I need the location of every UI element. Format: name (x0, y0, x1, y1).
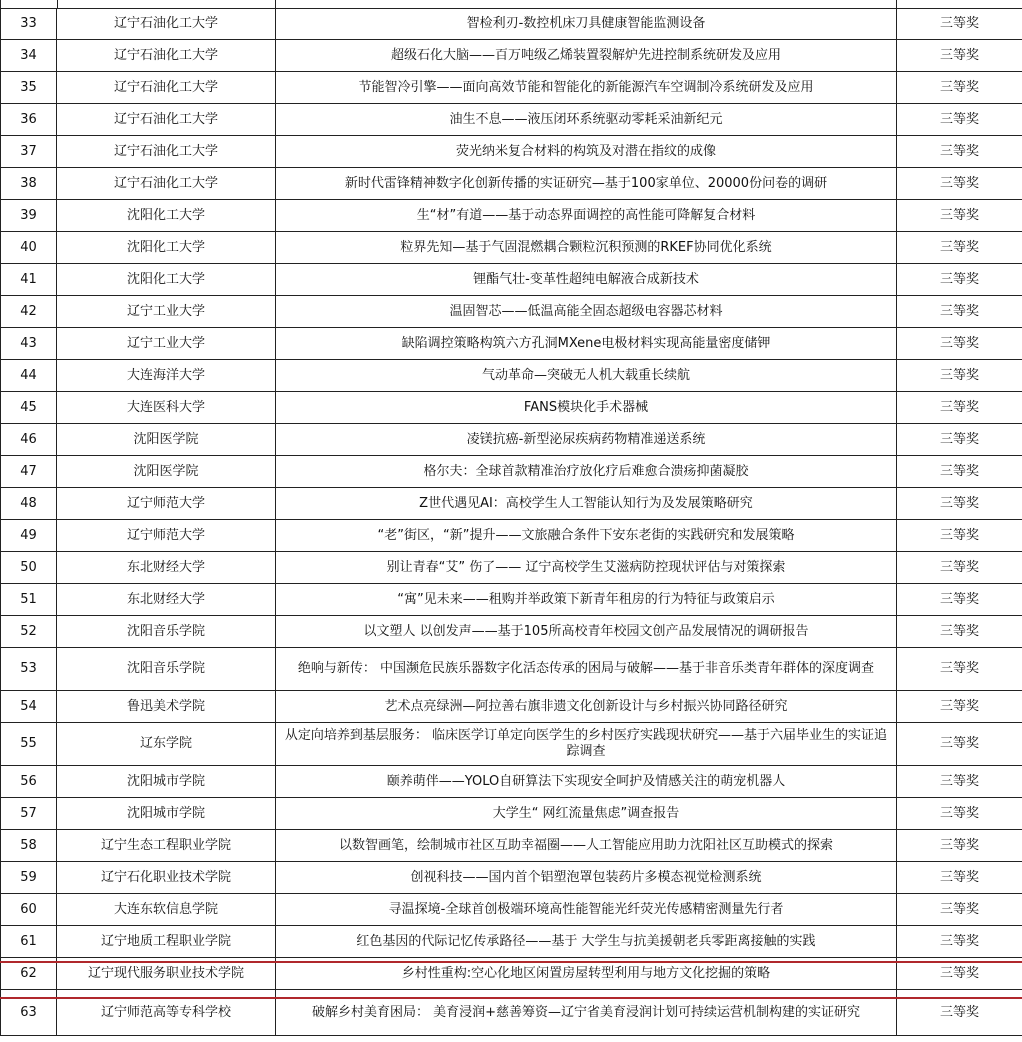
school-name: 辽宁石油化工大学 (57, 40, 276, 71)
row-number: 35 (0, 72, 57, 103)
award-level: 三等奖 (939, 399, 979, 415)
row-number: 61 (0, 926, 57, 957)
award-level: 三等奖 (939, 143, 979, 159)
table-row (0, 8, 1022, 40)
school-name: 辽宁工业大学 (57, 296, 276, 327)
award-level: 三等奖 (939, 933, 979, 949)
project-title: 寻温探境-全球首创极端环境高性能智能光纤荧光传感精密测量先行者 (276, 894, 897, 925)
row-number: 56 (0, 766, 57, 797)
row-number: 52 (0, 616, 57, 647)
project-title: 超级石化大脑——百万吨级乙烯装置裂解炉先进控制系统研发及应用 (276, 40, 897, 71)
school-name: 辽宁师范大学 (57, 520, 276, 551)
table-row (0, 264, 1022, 296)
table-row (0, 862, 1022, 894)
row-number: 37 (0, 136, 57, 167)
table-row (0, 328, 1022, 360)
table-row (0, 552, 1022, 584)
school-name: 辽宁石化职业技术学院 (57, 862, 276, 893)
school-name: 沈阳化工大学 (57, 200, 276, 231)
table-row (0, 648, 1022, 691)
table-row (0, 488, 1022, 520)
table-row (0, 520, 1022, 552)
award-level: 三等奖 (939, 965, 979, 981)
award-level: 三等奖 (939, 901, 979, 917)
project-title: 红色基因的代际记忆传承路径——基于 大学生与抗美援朝老兵零距离接触的实践 (276, 926, 897, 957)
award-level: 三等奖 (939, 271, 979, 287)
table-row (0, 40, 1022, 72)
school-name: 辽宁生态工程职业学院 (57, 830, 276, 861)
school-name: 沈阳医学院 (57, 424, 276, 455)
award-level: 三等奖 (939, 559, 979, 575)
school-name: 辽宁石油化工大学 (57, 104, 276, 135)
project-title: 生“材”有道——基于动态界面调控的高性能可降解复合材料 (276, 200, 897, 231)
table-row (0, 360, 1022, 392)
row-number: 45 (0, 392, 57, 423)
project-title: 以文塑人 以创发声——基于105所高校青年校园文创产品发展情况的调研报告 (276, 616, 897, 647)
row-number: 48 (0, 488, 57, 519)
award-level: 三等奖 (939, 527, 979, 543)
award-level: 三等奖 (939, 837, 979, 853)
award-level: 三等奖 (939, 367, 979, 383)
award-level: 三等奖 (939, 1004, 979, 1020)
row-number: 46 (0, 424, 57, 455)
school-name: 辽宁石油化工大学 (57, 136, 276, 167)
school-name: 辽宁工业大学 (57, 328, 276, 359)
project-title: 节能智冷引擎——面向高效节能和智能化的新能源汽车空调制冷系统研发及应用 (276, 72, 897, 103)
table-row (0, 584, 1022, 616)
project-title: 油生不息——液压闭环系统驱动零耗采油新纪元 (276, 104, 897, 135)
award-level: 三等奖 (939, 661, 979, 676)
school-name: 东北财经大学 (57, 584, 276, 615)
row-number: 40 (0, 232, 57, 263)
school-name: 辽宁师范大学 (57, 488, 276, 519)
project-title: 从定向培养到基层服务： 临床医学订单定向医学生的乡村医疗实践现状研究——基于六届毕业生的实证追踪调查 (276, 723, 897, 765)
row-number: 43 (0, 328, 57, 359)
highlight-line-bottom (0, 997, 1022, 999)
project-title: 绝响与新传： 中国濒危民族乐器数字化活态传承的困局与破解——基于非音乐类青年群体的深度调查 (276, 648, 897, 690)
table-row (0, 798, 1022, 830)
project-title: 锂酯气壮-变革性超纯电解液合成新技术 (276, 264, 897, 295)
project-title: 破解乡村美育困局： 美育浸润+慈善筹资—辽宁省美育浸润计划可持续运营机制构建的实证研究 (276, 990, 897, 1035)
project-title: “老”街区，“新”提升——文旅融合条件下安东老街的实践研究和发展策略 (276, 520, 897, 551)
project-title: 以数智画笔，绘制城市社区互助幸福圈——人工智能应用助力沈阳社区互助模式的探索 (276, 830, 897, 861)
table-row (0, 392, 1022, 424)
project-title: “寓”见未来——租购并举政策下新青年租房的行为特征与政策启示 (276, 584, 897, 615)
project-title: 别让青春“艾” 伤了—— 辽宁高校学生艾滋病防控现状评估与对策探索 (276, 552, 897, 583)
school-name: 东北财经大学 (57, 552, 276, 583)
row-number: 59 (0, 862, 57, 893)
school-name: 辽宁石油化工大学 (57, 8, 276, 39)
table-row (0, 168, 1022, 200)
table-row (0, 616, 1022, 648)
table-row (0, 691, 1022, 723)
table-row (0, 200, 1022, 232)
table-row (0, 136, 1022, 168)
row-number: 44 (0, 360, 57, 391)
row-number: 39 (0, 200, 57, 231)
award-level: 三等奖 (939, 591, 979, 607)
row-number: 51 (0, 584, 57, 615)
project-title: FANS模块化手术器械 (276, 392, 897, 423)
table-row (0, 830, 1022, 862)
school-name: 沈阳化工大学 (57, 264, 276, 295)
award-level: 三等奖 (939, 736, 979, 751)
school-name: 沈阳化工大学 (57, 232, 276, 263)
award-level: 三等奖 (939, 303, 979, 319)
award-level: 三等奖 (939, 698, 979, 714)
row-number: 62 (0, 958, 57, 989)
table-row (0, 72, 1022, 104)
project-title: 智检利刃-数控机床刀具健康智能监测设备 (276, 8, 897, 39)
table-row (0, 456, 1022, 488)
project-title: 创视科技——国内首个铝塑泡罩包装药片多模态视觉检测系统 (276, 862, 897, 893)
school-name: 辽宁师范高等专科学校 (57, 990, 276, 1035)
project-title: 艺术点亮绿洲—阿拉善右旗非遗文化创新设计与乡村振兴协同路径研究 (276, 691, 897, 722)
award-level: 三等奖 (939, 623, 979, 639)
award-level: 三等奖 (939, 495, 979, 511)
row-number: 42 (0, 296, 57, 327)
award-level: 三等奖 (939, 773, 979, 789)
row-number: 50 (0, 552, 57, 583)
school-name: 大连医科大学 (57, 392, 276, 423)
project-title: 大学生“ 网红流量焦虑”调查报告 (276, 798, 897, 829)
project-title: Z世代遇见AI：高校学生人工智能认知行为及发展策略研究 (276, 488, 897, 519)
row-number: 38 (0, 168, 57, 199)
row-number: 63 (0, 990, 57, 1035)
row-number: 60 (0, 894, 57, 925)
project-title: 温固智芯——低温高能全固态超级电容器芯材料 (276, 296, 897, 327)
school-name: 沈阳音乐学院 (57, 616, 276, 647)
row-number: 53 (0, 648, 57, 690)
project-title: 气动革命—突破无人机大载重长续航 (276, 360, 897, 391)
row-number: 57 (0, 798, 57, 829)
row-number: 33 (0, 8, 57, 39)
row-number: 49 (0, 520, 57, 551)
school-name: 沈阳医学院 (57, 456, 276, 487)
row-number: 55 (0, 723, 57, 765)
project-title: 新时代雷锋精神数字化创新传播的实证研究—基于100家单位、20000份问卷的调研 (276, 168, 897, 199)
school-name: 辽宁现代服务职业技术学院 (57, 958, 276, 989)
table-row (0, 424, 1022, 456)
award-level: 三等奖 (939, 15, 979, 31)
school-name: 大连东软信息学院 (57, 894, 276, 925)
table-row (0, 766, 1022, 798)
school-name: 辽宁石油化工大学 (57, 72, 276, 103)
project-title: 颐养萌伴——YOLO自研算法下实现安全呵护及情感关注的萌宠机器人 (276, 766, 897, 797)
row-number: 36 (0, 104, 57, 135)
row-number: 58 (0, 830, 57, 861)
table-row (0, 104, 1022, 136)
project-title: 乡村性重构:空心化地区闲置房屋转型利用与地方文化挖掘的策略 (276, 958, 897, 989)
school-name: 沈阳城市学院 (57, 798, 276, 829)
project-title: 格尔夫：全球首款精准治疗放化疗后难愈合溃疡抑菌凝胶 (276, 456, 897, 487)
school-name: 辽东学院 (57, 723, 276, 765)
award-level: 三等奖 (939, 175, 979, 191)
award-level: 三等奖 (939, 869, 979, 885)
school-name: 辽宁石油化工大学 (57, 168, 276, 199)
table-row (0, 296, 1022, 328)
award-level: 三等奖 (939, 47, 979, 63)
table-row (0, 894, 1022, 926)
award-level: 三等奖 (939, 79, 979, 95)
award-level: 三等奖 (939, 431, 979, 447)
school-name: 沈阳音乐学院 (57, 648, 276, 690)
school-name: 鲁迅美术学院 (57, 691, 276, 722)
award-level: 三等奖 (939, 207, 979, 223)
project-title: 粒界先知—基于气固混燃耦合颗粒沉积预测的RKEF协同优化系统 (276, 232, 897, 263)
award-level: 三等奖 (939, 239, 979, 255)
row-number: 47 (0, 456, 57, 487)
project-title: 凌镁抗癌-新型泌尿疾病药物精准递送系统 (276, 424, 897, 455)
award-level: 三等奖 (939, 335, 979, 351)
award-level: 三等奖 (939, 805, 979, 821)
table-row (0, 232, 1022, 264)
school-name: 大连海洋大学 (57, 360, 276, 391)
project-title: 荧光纳米复合材料的构筑及对潜在指纹的成像 (276, 136, 897, 167)
row-number: 54 (0, 691, 57, 722)
table-row (0, 723, 1022, 766)
highlight-line-top (0, 961, 1022, 963)
school-name: 沈阳城市学院 (57, 766, 276, 797)
row-number: 34 (0, 40, 57, 71)
row-number: 41 (0, 264, 57, 295)
school-name: 辽宁地质工程职业学院 (57, 926, 276, 957)
project-title: 缺陷调控策略构筑六方孔洞MXene电极材料实现高能量密度储钾 (276, 328, 897, 359)
award-level: 三等奖 (939, 463, 979, 479)
award-level: 三等奖 (939, 111, 979, 127)
table-row (0, 926, 1022, 958)
